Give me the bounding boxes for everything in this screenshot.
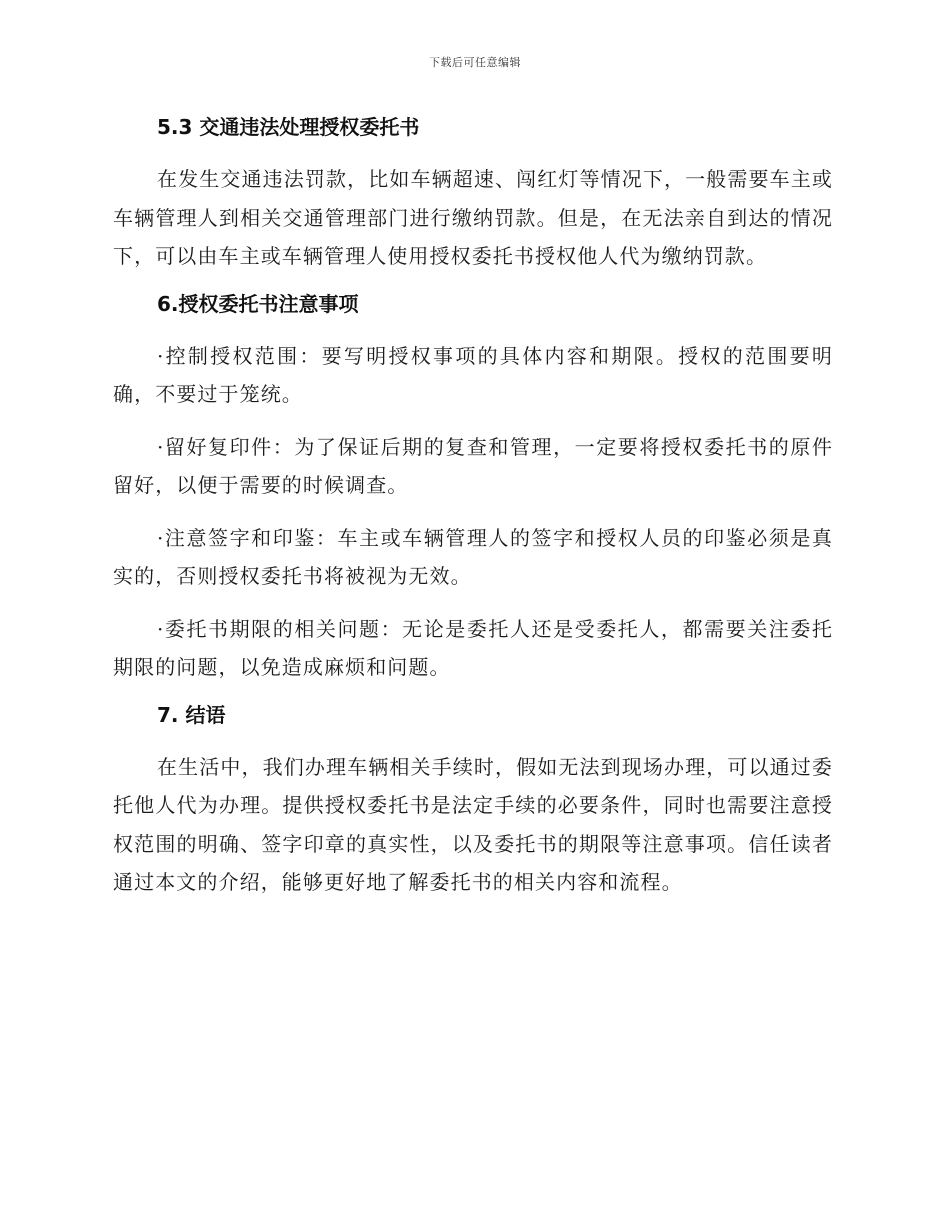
section-paragraph-5-3: 在发生交通违法罚款，比如车辆超速、闯红灯等情况下，一般需要车主或车辆管理人到相关交通管理部门进行缴纳罚款。但是，在无法亲自到达的情况下，可以由车主或车辆管理人使用授权委托书授权他人代为缴纳罚款。	[113, 167, 833, 268]
section-heading-7: 7. 结语	[157, 702, 226, 727]
notice-item-signature: ·注意签字和印鉴：车主或车辆管理人的签字和授权人员的印鉴必须是真实的，否则授权委托书将被视为无效。	[113, 525, 833, 588]
notice-item-scope: ·控制授权范围：要写明授权事项的具体内容和期限。授权的范围要明确，不要过于笼统。	[113, 343, 833, 406]
document-body	[113, 113, 833, 916]
section-heading-5-3: 5.3 交通违法处理授权委托书	[157, 115, 420, 139]
notice-item-copy: ·留好复印件：为了保证后期的复查和管理，一定要将授权委托书的原件留好，以便于需要的时候调查。	[113, 434, 833, 497]
page-header-note: 下载后可任意编辑	[429, 56, 521, 69]
notice-item-term: ·委托书期限的相关问题：无论是委托人还是受委托人，都需要关注委托期限的问题，以免造成麻烦和问题。	[113, 616, 833, 679]
section-heading-6: 6.授权委托书注意事项	[157, 291, 359, 316]
section-paragraph-7: 在生活中，我们办理车辆相关手续时，假如无法到现场办理，可以通过委托他人代为办理。提供授权委托书是法定手续的必要条件，同时也需要注意授权范围的明确、签字印章的真实性，以及委托书的期限等注意事项。信任读者通过本文的介绍，能够更好地了解委托书的相关内容和流程。	[113, 754, 833, 894]
